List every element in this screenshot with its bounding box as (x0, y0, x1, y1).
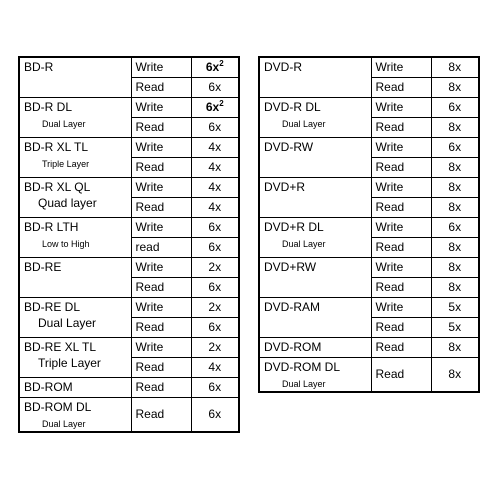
media-type-cell (259, 137, 371, 177)
speed-cell (191, 397, 239, 432)
operation-cell: Write (371, 57, 431, 77)
speed-value: 8x (448, 80, 462, 94)
operation-cell: Read (371, 117, 431, 137)
media-type-name: BD-R XL QL (24, 179, 91, 194)
speed-cell (191, 157, 239, 177)
media-type-name: BD-R (24, 60, 54, 74)
operation-cell: Write (131, 57, 191, 77)
speed-value: 4x (208, 200, 222, 214)
media-type-name: DVD-R (264, 60, 302, 74)
operation-cell: Write (371, 217, 431, 237)
speed-cell (431, 217, 479, 237)
speed-value: 6x (448, 100, 462, 114)
speed-cell (431, 97, 479, 117)
operation-cell: Read (131, 377, 191, 397)
media-type-cell (19, 177, 131, 217)
speed-cell (191, 257, 239, 277)
media-type-name: BD-RE DL (24, 299, 81, 314)
operation-cell: Read (131, 277, 191, 297)
table-row (19, 257, 239, 277)
media-type-cell (19, 97, 131, 137)
speed-cell (191, 337, 239, 357)
speed-footnote: 2 (219, 59, 224, 69)
media-type-name: DVD-ROM DL (264, 359, 341, 374)
speed-cell (191, 137, 239, 157)
speed-value: 6x (205, 60, 220, 75)
speed-cell (191, 297, 239, 317)
speed-value: 6x (208, 220, 222, 234)
table-row (19, 57, 239, 77)
speed-cell (431, 357, 479, 392)
operation-cell: Read (371, 197, 431, 217)
dvd-compatibility-table (258, 56, 480, 393)
speed-cell (191, 317, 239, 337)
operation-cell: Read (371, 237, 431, 257)
operation-cell: Write (131, 137, 191, 157)
speed-cell (191, 237, 239, 257)
speed-value: 6x (208, 240, 222, 254)
operation-cell: Read (371, 337, 431, 357)
table-row (19, 177, 239, 197)
speed-value: 4x (208, 140, 222, 154)
operation-cell: Read (131, 357, 191, 377)
speed-value: 8x (448, 367, 462, 381)
media-type-subtitle: Low to High (42, 238, 90, 249)
media-type-name: BD-ROM DL (24, 399, 92, 414)
speed-cell (431, 197, 479, 217)
speed-value: 8x (448, 340, 462, 354)
speed-value: 8x (448, 120, 462, 134)
speed-value: 8x (448, 260, 462, 274)
speed-value: 2x (208, 340, 222, 354)
media-type-subtitle: Dual Layer (282, 118, 326, 129)
media-type-subtitle: Quad layer (38, 195, 97, 210)
media-type-subtitle: Dual Layer (42, 418, 86, 429)
media-type-name: DVD-RW (264, 139, 314, 154)
media-type-subtitle: Triple Layer (38, 355, 101, 370)
media-type-subtitle: Dual Layer (42, 118, 86, 129)
speed-cell (431, 237, 479, 257)
speed-value: 2x (208, 260, 222, 274)
speed-cell (431, 257, 479, 277)
media-type-name: BD-R XL TL (24, 139, 89, 154)
speed-cell (431, 57, 479, 77)
speed-footnote: 2 (219, 99, 224, 108)
speed-value: 6x (448, 220, 462, 234)
speed-cell (431, 77, 479, 97)
operation-cell: Read (371, 357, 431, 392)
operation-cell: Read (131, 397, 191, 432)
media-type-name: DVD+R (264, 179, 306, 194)
table-row (19, 217, 239, 237)
media-type-subtitle: Triple Layer (42, 158, 90, 169)
media-type-subtitle: Dual Layer (282, 238, 326, 249)
media-type-name: BD-R DL (24, 99, 73, 114)
operation-cell: Read (371, 77, 431, 97)
speed-cell (191, 77, 239, 97)
speed-cell (191, 117, 239, 137)
media-type-cell (19, 257, 131, 297)
operation-cell: Write (371, 137, 431, 157)
media-type-cell (19, 137, 131, 177)
operation-cell: Write (371, 177, 431, 197)
operation-cell: Write (131, 257, 191, 277)
speed-value: 4x (208, 360, 222, 374)
operation-cell: Write (371, 257, 431, 277)
speed-value: 8x (448, 180, 462, 194)
speed-value: 4x (208, 160, 222, 174)
media-type-cell (259, 257, 371, 297)
table-row (259, 217, 479, 237)
media-type-cell (19, 397, 131, 432)
operation-cell: Read (131, 157, 191, 177)
operation-cell: Read (131, 317, 191, 337)
media-type-cell (259, 337, 371, 357)
media-type-name: DVD-R DL (264, 99, 321, 114)
speed-value: 6x (208, 120, 222, 134)
media-type-subtitle: Dual Layer (282, 378, 326, 389)
table-row (19, 137, 239, 157)
speed-cell (191, 57, 239, 77)
table-row (259, 57, 479, 77)
operation-cell: read (131, 237, 191, 257)
media-type-subtitle: Dual Layer (38, 315, 97, 330)
speed-cell (191, 357, 239, 377)
speed-value: 6x (208, 407, 222, 421)
media-type-name: DVD+RW (264, 259, 317, 274)
speed-value: 6x (208, 320, 222, 334)
table-row (259, 177, 479, 197)
bd-table-body (19, 57, 239, 432)
media-type-cell (19, 297, 131, 337)
table-row (19, 297, 239, 317)
table-row (19, 377, 239, 397)
media-type-cell (259, 97, 371, 137)
speed-value: 6x (208, 80, 222, 94)
speed-value: 8x (448, 200, 462, 214)
media-type-name: BD-RE XL TL (24, 339, 97, 354)
media-type-name: DVD+R DL (264, 219, 324, 234)
speed-value: 6x (448, 140, 462, 154)
operation-cell: Read (371, 157, 431, 177)
speed-cell (431, 137, 479, 157)
operation-cell: Read (131, 197, 191, 217)
speed-cell (431, 317, 479, 337)
speed-value: 8x (448, 280, 462, 294)
speed-value: 6x (205, 100, 220, 114)
operation-cell: Write (131, 217, 191, 237)
operation-cell: Write (131, 97, 191, 117)
media-type-cell (19, 57, 131, 97)
media-type-name: BD-ROM (24, 379, 73, 394)
media-type-name: BD-RE (24, 259, 62, 274)
table-row (259, 257, 479, 277)
media-type-cell (19, 217, 131, 257)
media-type-cell (259, 177, 371, 217)
operation-cell: Read (371, 277, 431, 297)
operation-cell: Read (131, 117, 191, 137)
table-row (19, 97, 239, 117)
speed-value: 5x (448, 300, 462, 314)
media-type-cell (259, 297, 371, 337)
operation-cell: Read (371, 317, 431, 337)
speed-cell (191, 177, 239, 197)
table-row (259, 137, 479, 157)
speed-value: 5x (448, 320, 462, 334)
speed-value: 6x (208, 380, 222, 394)
media-type-name: DVD-RAM (264, 299, 320, 314)
speed-cell (191, 277, 239, 297)
speed-cell (191, 97, 239, 117)
operation-cell: Write (131, 297, 191, 317)
speed-cell (191, 217, 239, 237)
operation-cell: Write (131, 337, 191, 357)
media-type-name: DVD-ROM (264, 339, 322, 354)
bd-compatibility-table (18, 56, 240, 433)
dvd-table-body (259, 57, 479, 392)
media-type-cell (259, 217, 371, 257)
table-row (259, 297, 479, 317)
operation-cell: Write (371, 97, 431, 117)
speed-cell (431, 177, 479, 197)
speed-cell (431, 337, 479, 357)
speed-cell (191, 377, 239, 397)
table-row (259, 97, 479, 117)
speed-cell (431, 297, 479, 317)
speed-cell (191, 197, 239, 217)
speed-cell (431, 157, 479, 177)
operation-cell: Write (371, 297, 431, 317)
speed-cell (431, 117, 479, 137)
media-type-cell (259, 57, 371, 97)
speed-cell (431, 277, 479, 297)
speed-value: 6x (208, 280, 222, 294)
table-row (259, 337, 479, 357)
speed-value: 2x (208, 300, 222, 314)
media-type-cell (259, 357, 371, 392)
table-row (19, 337, 239, 357)
speed-value: 4x (208, 180, 222, 194)
speed-value: 8x (448, 240, 462, 254)
speed-value: 8x (448, 160, 462, 174)
operation-cell: Read (131, 77, 191, 97)
speed-value: 8x (448, 60, 462, 75)
media-type-name: BD-R LTH (24, 219, 79, 234)
operation-cell: Write (131, 177, 191, 197)
media-type-cell (19, 377, 131, 397)
media-type-cell (19, 337, 131, 377)
